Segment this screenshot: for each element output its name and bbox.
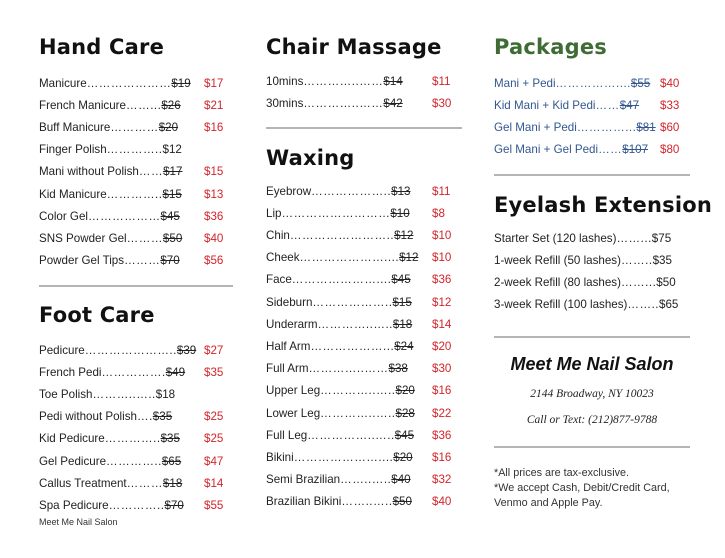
sale-price: $36 (432, 428, 452, 442)
leader-dots: …………..…… (303, 96, 384, 110)
original-price: $14 (383, 74, 403, 88)
service-name: Powder Gel Tips (39, 254, 125, 268)
sale-price: $14 (204, 476, 224, 490)
original-price: $13 (391, 184, 411, 198)
leader-dots: ………………... (310, 339, 395, 353)
service-name: Sideburn (266, 295, 313, 309)
sale-price: $36 (432, 273, 452, 287)
payment-note: *We accept Cash, Debit/Credit Card, Venmo and Apple Pay. (494, 482, 670, 509)
service-row (266, 182, 451, 200)
divider (494, 336, 690, 338)
salon-info (494, 354, 690, 375)
leader-dots: ………….. (104, 432, 161, 446)
salon-address: 2144 Broadway, NY 10023 (530, 388, 654, 400)
service-row (39, 163, 224, 181)
service-row (39, 452, 224, 470)
original-price: $45 (391, 273, 411, 287)
service-name: Chin (266, 228, 290, 242)
original-price: $28 (395, 406, 415, 420)
price: $50 (656, 275, 676, 289)
original-price: $20 (158, 120, 179, 134)
leader-dots: …………..…… (303, 74, 384, 88)
service-row (39, 229, 224, 247)
price: $65 (659, 298, 679, 312)
service-name: Pedi without Polish (39, 410, 137, 424)
service-row (494, 296, 678, 314)
original-price: $47 (619, 98, 640, 112)
waxing-heading: Waxing (266, 146, 355, 170)
service-name: Manicure (39, 76, 87, 90)
service-name: Callus Treatment (39, 476, 127, 490)
leader-dots: ……………. (101, 365, 166, 379)
footer-salon-name: Meet Me Nail Salon (39, 517, 118, 527)
sale-price: $11 (432, 184, 451, 198)
service-row (266, 404, 452, 422)
leader-dots: …. (136, 410, 153, 424)
leader-dots: ………..….. (92, 387, 156, 401)
service-name: Lip (266, 206, 282, 220)
leader-dots: …………..….. (317, 317, 393, 331)
sale-price: $8 (432, 206, 445, 220)
sale-price: $17 (204, 76, 224, 90)
service-name: Finger Polish (39, 143, 107, 157)
sale-price: $56 (204, 254, 224, 268)
leader-dots: ………………….... (291, 273, 392, 287)
packages-heading: Packages (494, 35, 607, 59)
service-name: 1-week Refill (50 lashes) (494, 253, 621, 267)
leader-dots: ……… (126, 476, 163, 490)
sale-price: $40 (432, 495, 452, 509)
service-row (266, 471, 452, 489)
leader-dots: ………………… (86, 76, 172, 90)
service-name: 2-week Refill (80 lashes) (494, 275, 621, 289)
original-price: $17 (163, 165, 183, 179)
service-name: Full Leg (266, 428, 308, 442)
service-name: Buff Manicure (39, 120, 111, 134)
divider (494, 446, 690, 448)
leader-dots: ……… (124, 254, 161, 268)
sale-price: $80 (660, 143, 680, 157)
service-row (266, 493, 452, 511)
original-price: $81 (636, 120, 656, 134)
service-row (39, 408, 224, 426)
original-price: $50 (162, 231, 183, 245)
price: $75 (651, 231, 672, 245)
sale-price: $60 (660, 120, 680, 134)
sale-price: $16 (204, 120, 224, 134)
sale-price: $35 (204, 365, 224, 379)
leader-dots: ………….. (106, 454, 162, 468)
service-row (266, 94, 452, 112)
service-row (266, 72, 451, 90)
leader-dots: ……... (620, 275, 657, 289)
original-price: $12 (399, 251, 419, 265)
sale-price: $30 (432, 362, 452, 376)
service-row (39, 207, 224, 225)
service-name: Mani + Pedi (494, 76, 556, 90)
sale-price: $20 (432, 339, 452, 353)
service-name: Kid Mani + Kid Pedi (494, 98, 596, 112)
leader-dots: ……………….. (311, 184, 392, 198)
service-name: Color Gel (39, 209, 88, 223)
service-row (494, 96, 680, 114)
foot-care-heading: Foot Care (39, 303, 155, 327)
sale-price: $16 (432, 384, 452, 398)
service-name: Cheek (266, 251, 300, 265)
leader-dots: …….. (627, 298, 660, 312)
service-name: 10mins (266, 74, 304, 88)
service-row (494, 141, 680, 159)
sale-price: $33 (660, 98, 680, 112)
service-row (494, 251, 672, 269)
service-name: Mani without Polish (39, 165, 139, 179)
sale-price: $32 (432, 473, 452, 487)
service-name: 30mins (266, 96, 304, 110)
sale-price: $55 (204, 498, 224, 512)
price: $18 (155, 387, 176, 401)
original-price: $39 (176, 343, 197, 357)
service-name: Semi Brazilian (266, 473, 341, 487)
leader-dots: …….. (620, 253, 653, 267)
original-price: $50 (392, 495, 412, 509)
divider (266, 127, 462, 129)
original-price: $15 (392, 295, 412, 309)
price: $35 (652, 253, 672, 267)
original-price: $26 (161, 98, 181, 112)
sale-price: $11 (432, 74, 451, 88)
service-name: Eyebrow (266, 184, 312, 198)
leader-dots: ……………………… (281, 206, 391, 220)
service-row (39, 363, 224, 381)
service-name: Pedicure (39, 343, 85, 357)
service-name: French Manicure (39, 98, 126, 112)
service-row (494, 229, 671, 247)
service-row (39, 96, 224, 114)
original-price: $38 (388, 362, 408, 376)
leader-dots: ………………….. (84, 343, 177, 357)
sale-price: $10 (432, 251, 452, 265)
service-row (39, 252, 224, 270)
divider (39, 285, 233, 287)
sale-price: $36 (204, 209, 224, 223)
salon-phone: Call or Text: (212)877-9788 (526, 414, 658, 426)
salon-name: Meet Me Nail Salon (510, 354, 674, 374)
service-name: Kid Manicure (39, 187, 107, 201)
service-name: Brazilian Bikini (266, 495, 342, 509)
service-row (266, 360, 452, 378)
service-row (39, 430, 224, 448)
service-row (494, 273, 676, 291)
original-price: $40 (391, 473, 411, 487)
leader-dots: …………..…… (308, 362, 389, 376)
sale-price: $30 (432, 96, 452, 110)
original-price: $15 (162, 187, 182, 201)
leader-dots: ………………….... (299, 251, 400, 265)
service-name: Underarm (266, 317, 318, 331)
service-name: Half Arm (266, 339, 311, 353)
tax-note: *All prices are tax-exclusive. (494, 467, 630, 479)
leader-dots: ……... (126, 98, 162, 112)
service-name: Gel Mani + Gel Pedi (494, 143, 599, 157)
service-row (39, 385, 175, 403)
original-price: $20 (395, 384, 415, 398)
sale-price: $47 (204, 454, 224, 468)
original-price: $12 (394, 228, 414, 242)
leader-dots: ……... (616, 231, 652, 245)
service-name: Upper Leg (266, 384, 321, 398)
service-row (266, 382, 452, 400)
service-row (266, 293, 452, 311)
service-row (39, 496, 224, 514)
leader-dots: …………………….. (289, 228, 395, 242)
eyelash-heading: Eyelash Extension (494, 193, 713, 217)
chair-massage-heading: Chair Massage (266, 35, 442, 59)
service-name: 3-week Refill (100 lashes) (494, 298, 628, 312)
service-name: Gel Pedicure (39, 454, 107, 468)
original-price: $70 (160, 254, 180, 268)
service-row (266, 204, 445, 222)
sale-price: $25 (204, 432, 224, 446)
service-name: French Pedi (39, 365, 102, 379)
leader-dots: …………..….. (320, 384, 396, 398)
original-price: $10 (390, 206, 410, 220)
original-price: $107 (622, 143, 649, 157)
leader-dots: ……..….. (340, 473, 392, 487)
leader-dots: ………………….... (293, 450, 394, 464)
leader-dots: ………….. (106, 143, 163, 157)
service-name: Toe Polish (39, 387, 93, 401)
original-price: $65 (161, 454, 182, 468)
original-price: $19 (171, 76, 191, 90)
sale-price: $40 (660, 76, 680, 90)
leader-dots: ………… (110, 120, 159, 134)
sale-price: $16 (432, 450, 452, 464)
service-name: Gel Mani + Pedi (494, 120, 577, 134)
original-price: $35 (152, 410, 173, 424)
service-row (266, 426, 452, 444)
leader-dots: ……………….. (312, 295, 393, 309)
service-row (494, 74, 680, 92)
sale-price: $10 (432, 228, 452, 242)
service-name: Starter Set (120 lashes) (494, 231, 617, 245)
service-name: Lower Leg (266, 406, 321, 420)
service-name: Kid Pedicure (39, 432, 105, 446)
leader-dots: …………..….. (320, 406, 396, 420)
original-price: $49 (165, 365, 186, 379)
leader-dots: ………….. (108, 498, 165, 512)
service-name: Spa Pedicure (39, 498, 109, 512)
original-price: $70 (164, 498, 184, 512)
sale-price: $40 (204, 231, 224, 245)
service-row (266, 337, 452, 355)
service-row (39, 474, 224, 492)
sale-price: $25 (204, 410, 224, 424)
leader-dots: ……………… (87, 209, 161, 223)
hand-care-heading: Hand Care (39, 35, 165, 59)
sale-price: $13 (204, 187, 224, 201)
service-row (494, 118, 680, 136)
leader-dots: ……… (126, 231, 163, 245)
original-price: $55 (630, 76, 651, 90)
service-name: Face (266, 273, 292, 287)
price: $12 (162, 143, 182, 157)
service-name: SNS Powder Gel (39, 231, 127, 245)
original-price: $24 (394, 339, 414, 353)
sale-price: $27 (204, 343, 224, 357)
salon-phone-block (494, 414, 690, 426)
original-price: $18 (162, 476, 183, 490)
divider (494, 174, 690, 176)
leader-dots: …… (138, 165, 164, 179)
service-row (266, 315, 452, 333)
sale-price: $21 (204, 98, 224, 112)
service-name: Bikini (266, 450, 294, 464)
service-row (39, 185, 224, 203)
service-row (39, 141, 182, 159)
original-price: $42 (383, 96, 403, 110)
original-price: $45 (394, 428, 415, 442)
original-price: $45 (160, 209, 180, 223)
service-row (266, 226, 452, 244)
service-row (266, 448, 452, 466)
sale-price: $22 (432, 406, 452, 420)
service-row (39, 74, 224, 92)
salon-address-block (494, 388, 690, 400)
payment-notes (494, 466, 694, 511)
leader-dots: ……………..….. (307, 428, 395, 442)
leader-dots: ………….. (106, 187, 163, 201)
original-price: $20 (393, 450, 413, 464)
sale-price: $15 (204, 165, 224, 179)
service-row (39, 118, 224, 136)
service-row (266, 249, 452, 267)
service-name: Full Arm (266, 362, 309, 376)
leader-dots: …… (598, 143, 623, 157)
original-price: $18 (392, 317, 413, 331)
leader-dots: …………... (576, 120, 637, 134)
leader-dots: …………….... (555, 76, 631, 90)
original-price: $35 (160, 432, 180, 446)
sale-price: $12 (432, 295, 452, 309)
leader-dots: …… (595, 98, 620, 112)
service-row (39, 341, 224, 359)
leader-dots: ……..….. (341, 495, 393, 509)
sale-price: $14 (432, 317, 452, 331)
service-row (266, 271, 452, 289)
